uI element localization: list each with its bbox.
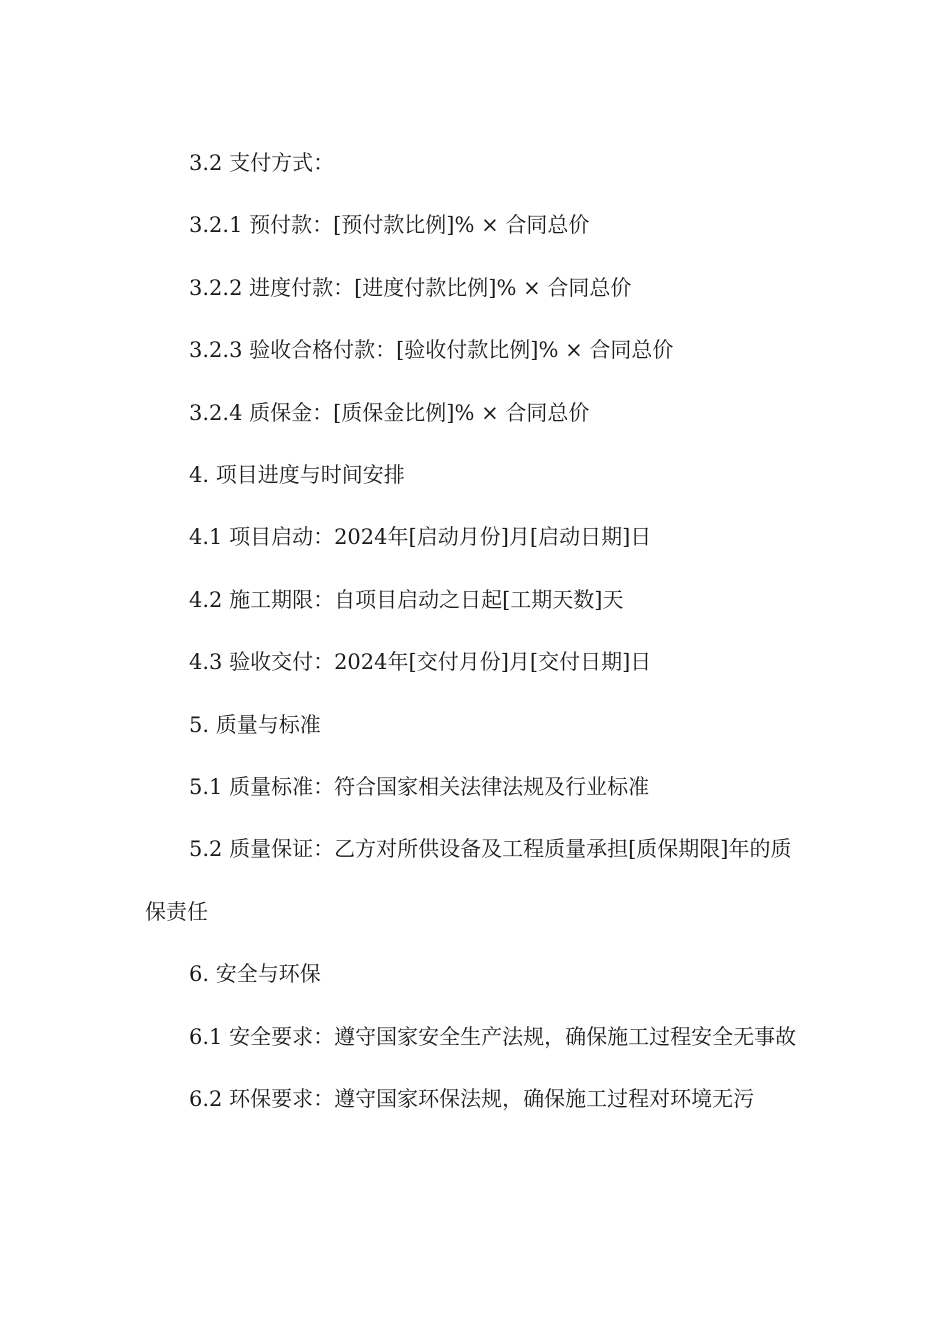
paragraph-5-1-quality-standard: 5.1 质量标准：符合国家相关法律法规及行业标准 <box>189 775 650 800</box>
paragraph-4-1-project-start: 4.1 项目启动：2024年[启动月份]月[启动日期]日 <box>189 525 652 550</box>
paragraph-6-2-environmental-requirements: 6.2 环保要求：遵守国家环保法规，确保施工过程对环境无污 <box>189 1087 755 1112</box>
paragraph-3-2-3-acceptance-payment: 3.2.3 验收合格付款：[验收付款比例]% × 合同总价 <box>189 338 674 363</box>
paragraph-4-3-acceptance-delivery: 4.3 验收交付：2024年[交付月份]月[交付日期]日 <box>189 650 652 675</box>
heading-4-schedule: 4. 项目进度与时间安排 <box>189 463 405 488</box>
paragraph-3-2-2-progress-payment: 3.2.2 进度付款：[进度付款比例]% × 合同总价 <box>189 275 632 300</box>
heading-5-quality: 5. 质量与标准 <box>189 712 321 737</box>
paragraph-4-2-construction-period: 4.2 施工期限：自项目启动之日起[工期天数]天 <box>189 587 624 612</box>
paragraph-5-2-quality-guarantee: 5.2 质量保证：乙方对所供设备及工程质量承担[质保期限]年的质保责任 <box>145 837 792 924</box>
paragraph-3-2-1-advance-payment: 3.2.1 预付款：[预付款比例]% × 合同总价 <box>189 213 590 238</box>
paragraph-3-2-payment-method: 3.2 支付方式： <box>189 151 335 175</box>
paragraph-6-1-safety-requirements: 6.1 安全要求：遵守国家安全生产法规，确保施工过程安全无事故 <box>189 1024 797 1049</box>
document-body <box>145 132 810 1131</box>
paragraph-3-2-4-warranty-deposit: 3.2.4 质保金：[质保金比例]% × 合同总价 <box>189 400 590 425</box>
heading-6-safety-environment: 6. 安全与环保 <box>189 962 321 987</box>
